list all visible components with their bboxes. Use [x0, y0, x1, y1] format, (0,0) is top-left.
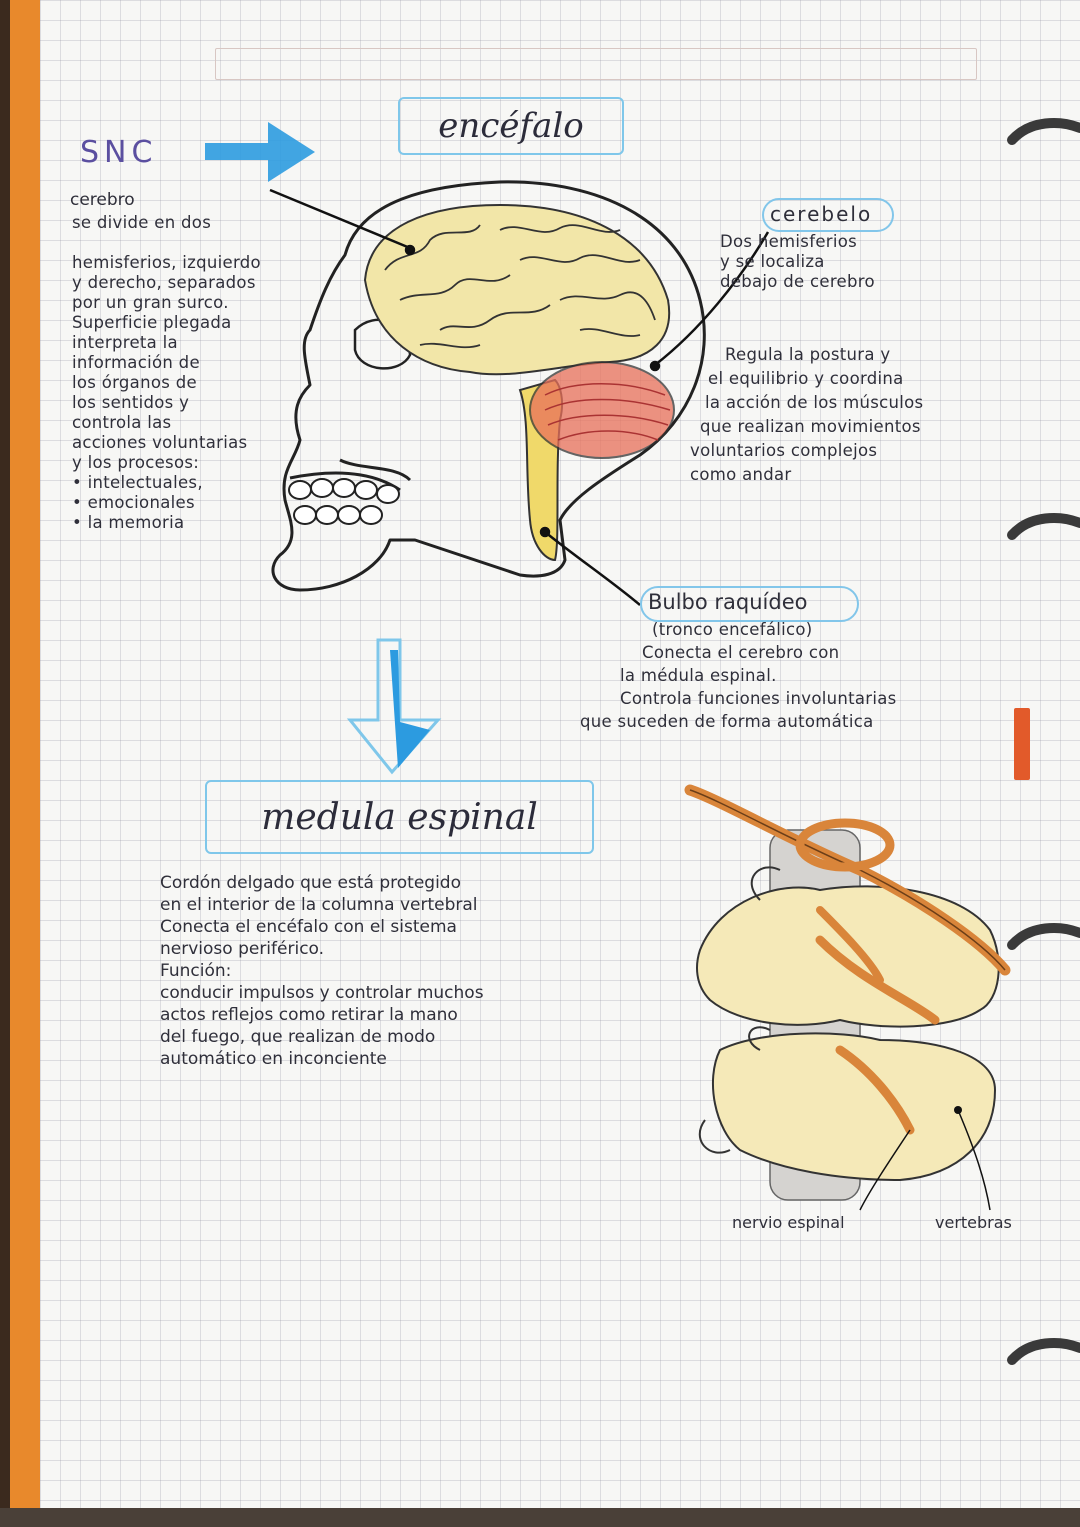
cerebro-line: Superficie plegada	[72, 313, 232, 332]
bulbo-description	[580, 618, 897, 733]
cerebelo-line: Regula la postura y	[725, 345, 891, 364]
vertebras-caption: vertebras	[935, 1213, 1012, 1232]
cerebro-line: por un gran surco.	[72, 293, 229, 312]
medula-line: Función:	[160, 961, 232, 981]
cerebelo-line: que realizan movimientos	[700, 417, 921, 436]
cerebro-label: cerebro	[70, 190, 135, 210]
bulbo-line: que suceden de forma automática	[580, 712, 874, 731]
cerebelo-description	[720, 232, 875, 292]
cerebelo-function	[690, 343, 923, 487]
cerebelo-line: la acción de los músculos	[705, 393, 924, 412]
bottom-edge	[0, 1508, 1080, 1527]
bulbo-line: (tronco encefálico)	[652, 620, 813, 639]
medula-line: conducir impulsos y controlar muchos	[160, 983, 484, 1003]
cerebro-line: y derecho, separados	[72, 273, 256, 292]
spine-drawing	[690, 790, 1005, 1210]
medula-description	[160, 872, 484, 1070]
bulbo-line: Controla funciones involuntarias	[620, 689, 897, 708]
brain-drawing	[365, 205, 669, 374]
teeth-drawing	[289, 479, 399, 524]
nervio-espinal-caption: nervio espinal	[732, 1213, 845, 1232]
cerebelo-label: cerebelo	[770, 202, 873, 226]
cerebelo-line: el equilibrio y coordina	[708, 369, 904, 388]
encefalo-title-box	[398, 97, 624, 155]
cerebro-line: controla las	[72, 413, 172, 432]
cerebro-line	[72, 233, 261, 253]
medula-line: en el interior de la columna vertebral	[160, 895, 478, 915]
cerebelo-line: como andar	[690, 465, 792, 484]
arrow-down-icon	[350, 640, 438, 772]
cerebelo-line: debajo de cerebro	[720, 272, 875, 291]
cerebro-bullet: • emocionales	[72, 493, 195, 512]
bulbo-line: Conecta el cerebro con	[642, 643, 840, 662]
cerebro-line: hemisferios, izquierdo	[72, 253, 261, 272]
medula-title: medula espinal	[261, 796, 538, 838]
cerebro-line: los órganos de	[72, 373, 197, 392]
cerebro-line: interpreta la	[72, 333, 178, 352]
snc-heading: SNC	[80, 135, 158, 170]
medula-line: nervioso periférico.	[160, 939, 325, 959]
cerebelo-line: Dos hemisferios	[720, 232, 858, 251]
medula-line: Conecta el encéfalo con el sistema	[160, 917, 457, 937]
cerebro-bullet: • intelectuales,	[72, 473, 203, 492]
cerebro-line: y los procesos:	[72, 453, 200, 472]
cerebro-line: los sentidos y	[72, 393, 190, 412]
cerebro-description	[72, 213, 261, 533]
bulbo-line: la médula espinal.	[620, 666, 777, 685]
bulbo-label: Bulbo raquídeo	[648, 590, 808, 614]
medula-line: Cordón delgado que está protegido	[160, 873, 461, 893]
medula-line: automático en inconciente	[160, 1049, 387, 1069]
cerebellum-drawing	[530, 362, 674, 458]
medula-line: actos reflejos como retirar la mano	[160, 1005, 458, 1025]
arrow-right-icon	[205, 122, 315, 182]
cerebro-bullet: • la memoria	[72, 513, 185, 532]
cerebro-line: información de	[72, 353, 200, 372]
medula-line: del fuego, que realizan de modo	[160, 1027, 436, 1047]
page-side-tab	[1014, 708, 1030, 780]
encefalo-title: encéfalo	[438, 106, 584, 146]
cerebro-line: se divide en dos	[72, 213, 212, 232]
cerebelo-line: y se localiza	[720, 252, 825, 271]
cerebelo-line: voluntarios complejos	[690, 441, 878, 460]
cerebro-line: acciones voluntarias	[72, 433, 248, 452]
medula-title-box	[205, 780, 594, 854]
